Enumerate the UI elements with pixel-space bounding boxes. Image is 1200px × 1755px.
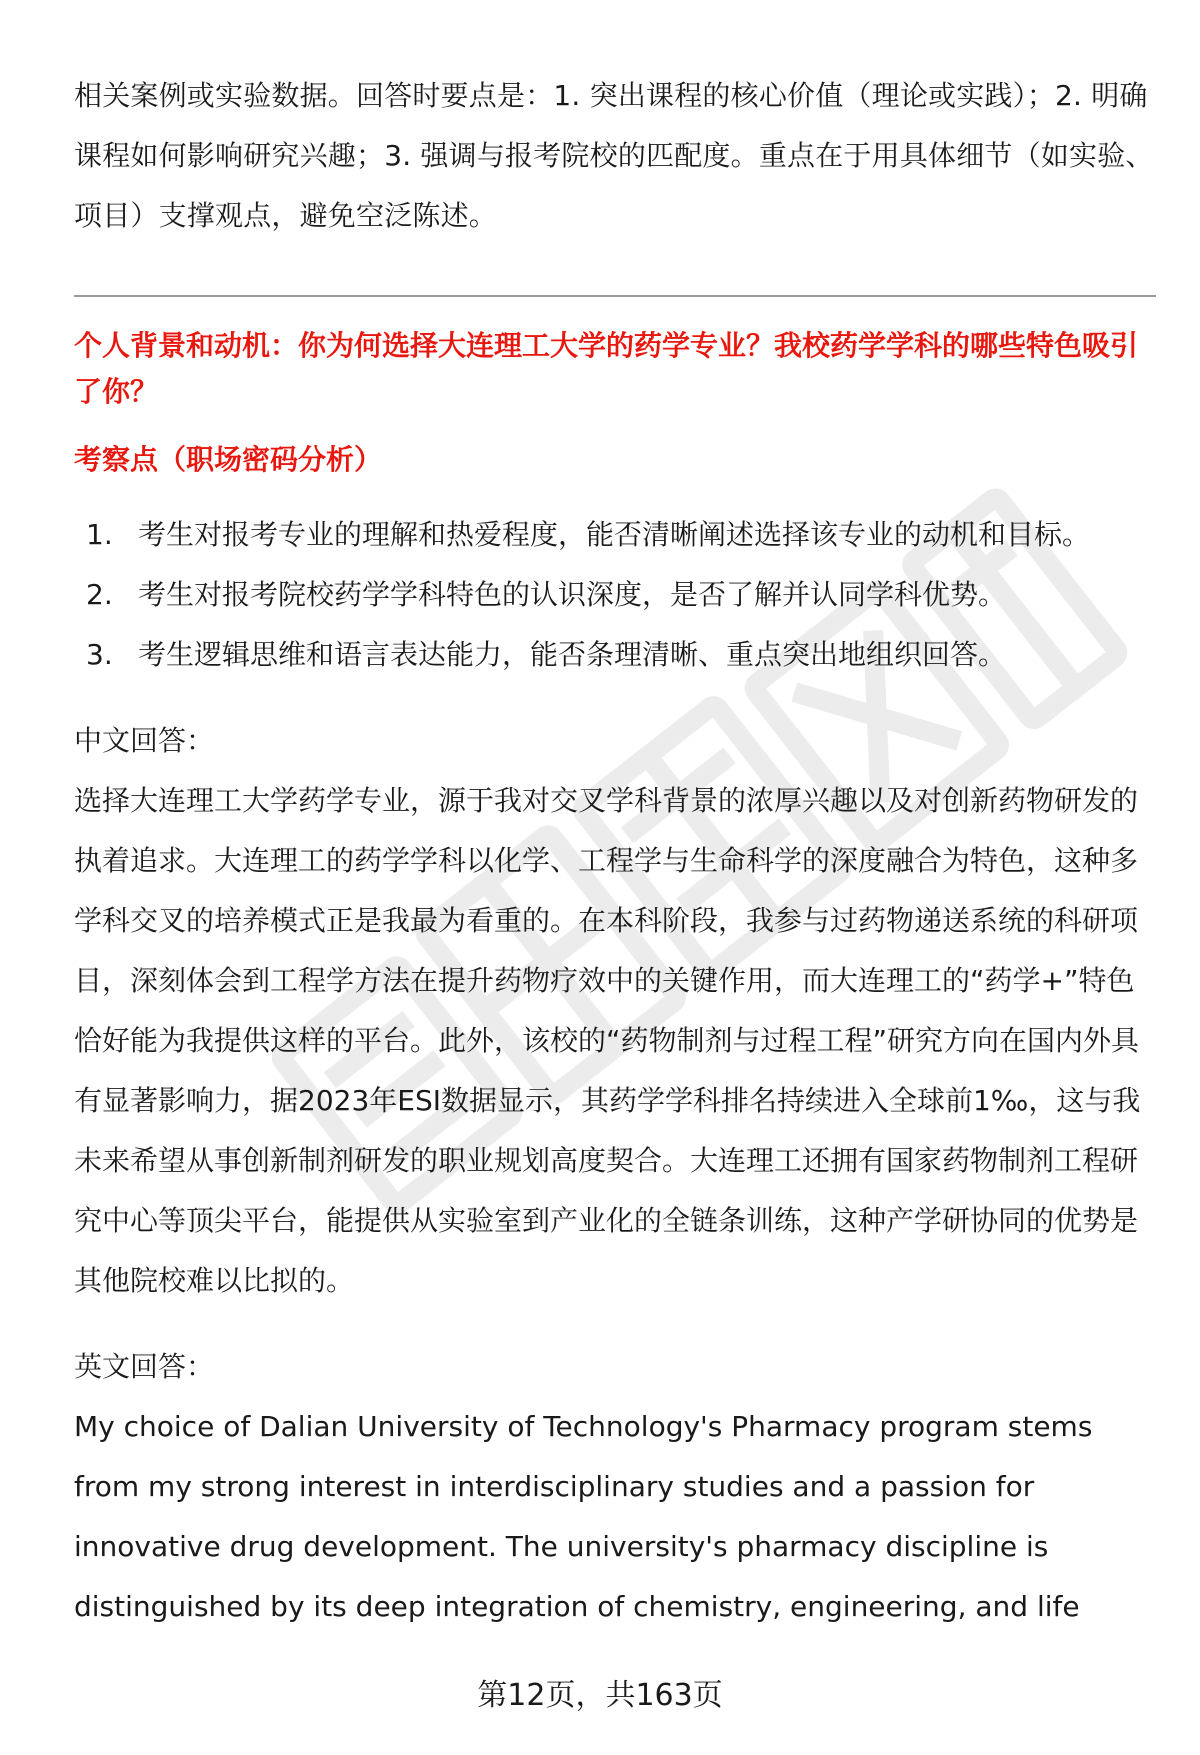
list-item	[74, 565, 1156, 625]
list-item-text: 考生逻辑思维和语言表达能力，能否条理清晰、重点突出地组织回答。	[138, 638, 1007, 671]
focus-list	[74, 505, 1156, 685]
list-item-number: 3.	[86, 638, 113, 671]
english-answer-label: 英文回答：	[74, 1350, 215, 1383]
english-answer-text: My choice of Dalian University of Technology's Pharmacy program stems from my strong interest in interdisciplinary studies and a passion for innovative drug development. The university's pharmacy discipline is distinguished by its deep integration of chemistry, engineering, and life	[74, 1410, 1093, 1623]
list-item-number: 2.	[86, 578, 113, 611]
list-item-text: 考生对报考专业的理解和热爱程度，能否清晰阐述选择该专业的动机和目标。	[138, 518, 1091, 551]
list-item-text: 考生对报考院校药学学科特色的认识深度，是否了解并认同学科优势。	[138, 578, 1007, 611]
list-item-number: 1.	[86, 518, 113, 551]
focus-heading: 考察点（职场密码分析）	[74, 443, 383, 476]
chinese-answer-label: 中文回答：	[74, 724, 215, 757]
question-heading: 个人背景和动机：你为何选择大连理工大学的药学专业？我校药学学科的哪些特色吸引了你？	[74, 329, 1139, 408]
page-content	[74, 66, 1156, 1637]
list-item	[74, 625, 1156, 685]
page-number: 第12页，共163页	[477, 1678, 723, 1713]
intro-paragraph: 相关案例或实验数据。回答时要点是：1. 突出课程的核心价值（理论或实践）；2. 明确课程如何影响研究兴趣；3. 强调与报考院校的匹配度。重点在于用具体细节（如实验、项目）支撑观点，避免空泛陈述。	[74, 79, 1154, 232]
list-item	[74, 505, 1156, 565]
section-divider	[74, 295, 1156, 297]
chinese-answer-text: 选择大连理工大学药学专业，源于我对交叉学科背景的浓厚兴趣以及对创新药物研发的执着追求。大连理工的药学学科以化学、工程学与生命科学的深度融合为特色，这种多学科交叉的培养模式正是我最为看重的。在本科阶段，我参与过药物递送系统的科研项目，深刻体会到工程学方法在提升药物疗效中的关键作用，而大连理工的“药学+”特色恰好能为我提供这样的平台。此外，该校的“药物制剂与过程工程”研究方向在国内外具有显著影响力，据2023年ESI数据显示，其药学学科排名持续进入全球前1‰，这与我未来希望从事创新制剂研发的职业规划高度契合。大连理工还拥有国家药物制剂工程研究中心等顶尖平台，能提供从实验室到产业化的全链条训练，这种产学研协同的优势是其他院校难以比拟的。	[74, 784, 1141, 1297]
